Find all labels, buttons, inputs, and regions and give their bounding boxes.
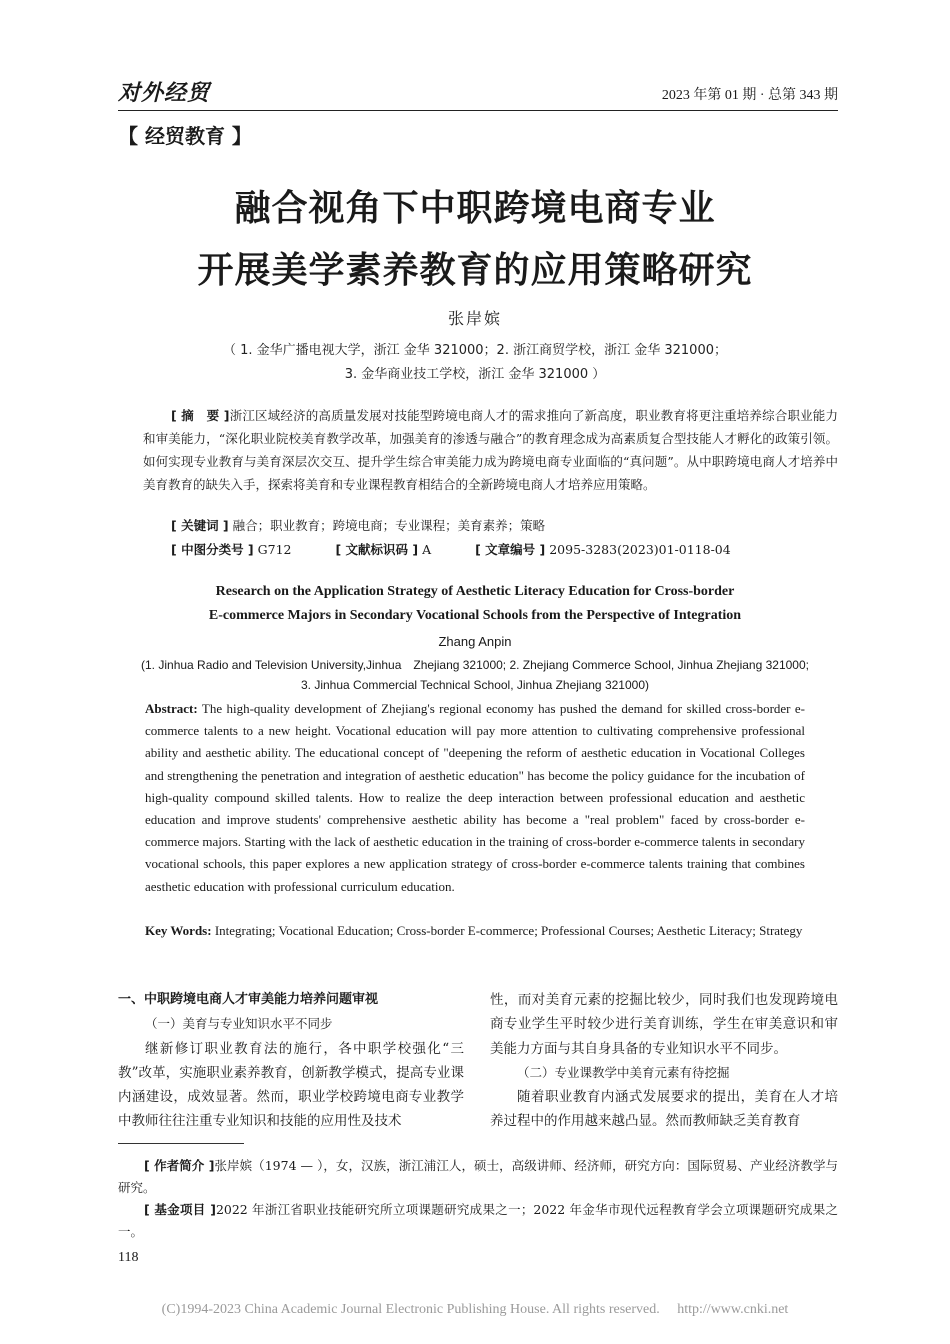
author-bio-text: 张岸嫔（1974 — ），女，汉族，浙江浦江人，硕士，高级讲师、经济师，研究方向：国际贸易、产业经济教学与研究。 xyxy=(118,1158,838,1195)
author-name: 张岸嫔 xyxy=(447,309,502,328)
en-keywords-label: Key Words: xyxy=(145,923,212,938)
footnotes xyxy=(118,1155,838,1243)
en-affiliation-line-1: (1. Jinhua Radio and Television University,Jinhua Zhejiang 321000; 2. Zhejiang Commerce School, Jinhua Zhejiang 321000; xyxy=(141,658,809,672)
body-column-right xyxy=(490,988,838,1134)
en-abstract xyxy=(145,698,805,898)
title-line-1: 融合视角下中职跨境电商专业 xyxy=(234,188,716,229)
en-title-line-1: Research on the Application Strategy of Aesthetic Literacy Education for Cross-border xyxy=(215,584,735,599)
funding-label: [ 基金项目 ] xyxy=(144,1202,216,1217)
abstract-cn-text: 浙江区域经济的高质量发展对技能型跨境电商人才的需求推向了新高度，职业教育将更注重培养综合职业能力和审美能力，“深化职业院校美育教学改革，加强美育的渗透与融合”的教育理念成为高素质复合型技能人才孵化的政策引领。如何实现专业教育与美育深层次交互、提升学生综合审美能力成为跨境电商专业面临的“真问题”。从中职跨境电商人才培养中美育教育的缺失入手，探索将美育和专业课程教育相结合的全新跨境电商人才培养应用策略。 xyxy=(143,408,838,492)
keywords-cn xyxy=(171,516,545,534)
affiliation-line-1: （ 1. 金华广播电视大学，浙江 金华 321000；2. 浙江商贸学校，浙江 金华 321000； xyxy=(223,343,727,358)
en-keywords xyxy=(145,920,805,942)
paragraph-2: 随着职业教育内涵式发展要求的提出，美育在人才培养过程中的作用越来越凸显。然而教师缺乏美育教育 xyxy=(490,1089,838,1130)
author-bio xyxy=(118,1155,838,1199)
author-bio-label: [ 作者简介 ] xyxy=(144,1158,215,1173)
doc-code-value: A xyxy=(422,542,432,557)
abstract-cn xyxy=(143,404,838,496)
keywords-cn-text: 融合；职业教育；跨境电商；专业课程；美育素养；策略 xyxy=(232,518,546,533)
affiliation-line-2: 3. 金华商业技工学校，浙江 金华 321000 ） xyxy=(344,367,606,382)
subsection-heading-1: （一）美育与专业知识水平不同步 xyxy=(145,1016,333,1032)
issue-info: 2023 年第 01 期 · 总第 343 期 xyxy=(661,88,838,103)
en-title-line-2: E-commerce Majors in Secondary Vocational Schools from the Perspective of Integration xyxy=(208,608,742,623)
funding-text: 2022 年浙江省职业技能研究所立项课题研究成果之一；2022 年金华市现代远程教育学会立项课题研究成果之一。 xyxy=(118,1202,838,1239)
clc-value: G712 xyxy=(257,542,292,557)
keywords-cn-label: [ 关键词 ] xyxy=(171,518,229,533)
page-number: 118 xyxy=(118,1250,139,1265)
journal-logo: 对外经贸 xyxy=(118,80,211,106)
copyright-watermark: (C)1994-2023 China Academic Journal Electronic Publishing House. All rights reserved. http://www.cnki.net xyxy=(161,1302,789,1317)
funding-note xyxy=(118,1199,838,1243)
title-line-2: 开展美学素养教育的应用策略研究 xyxy=(197,250,753,291)
subsection-heading-2: （二）专业课教学中美育元素有待挖掘 xyxy=(517,1064,730,1080)
paragraph-1-continued: 性，而对美育元素的挖掘比较少，同时我们也发现跨境电商专业学生平时较少进行美育训练，学生在审美意识和审美能力方面与其自身具备的专业知识水平不同步。 xyxy=(490,992,838,1057)
body-column-left xyxy=(118,988,464,1134)
en-abstract-text: The high-quality development of Zhejiang's regional economy has pushed the demand for skilled cross-border e-commerce talents to a new height. Vocational education will pay more attention to cultivating comprehensive professional ability and aesthetic ability. The educational concept of "deepening the reform of aesthetic education in Vocational Colleges and strengthening the penetration and integration of aesthetic education" has become the policy guidance for the incubation of high-quality compound skilled talents. How to realize the deep interaction between professional education and aesthetic education and improve students' comprehensive aesthetic ability has become a "real problem" faced by cross-border e-commerce majors. Starting with the lack of aesthetic education in the training of cross-border e-commerce talents in secondary vocational schools, this paper explores a new application strategy of cross-border e-commerce talents training that combines aesthetic education with professional curriculum education. xyxy=(145,701,806,894)
en-keywords-text: Integrating; Vocational Education; Cross-border E-commerce; Professional Courses; Aesthetic Literacy; Strategy xyxy=(214,923,803,938)
clc-label: [ 中图分类号 ] xyxy=(171,542,254,557)
article-no-label: [ 文章编号 ] xyxy=(475,542,546,557)
doc-code-label: [ 文献标识码 ] xyxy=(335,542,419,557)
en-abstract-label: Abstract: xyxy=(145,701,198,716)
paragraph-1: 继新修订职业教育法的施行，各中职学校强化“三教”改革，实施职业素养教育，创新教学模式，提高专业课内涵建设，成效显著。然而，职业学校跨境电商专业教学中教师往往注重专业知识和技能的应用性及技术 xyxy=(118,1040,464,1130)
section-tag: 【 经贸教育 】 xyxy=(118,124,252,148)
section-heading-1: 一、中职跨境电商人才审美能力培养问题审视 xyxy=(118,992,379,1007)
en-affiliation-line-2: 3. Jinhua Commercial Technical School, Jinhua Zhejiang 321000) xyxy=(301,678,649,692)
masthead-rule xyxy=(118,110,838,111)
article-no-value: 2095-3283(2023)01-0118-04 xyxy=(549,542,731,557)
footnote-rule xyxy=(118,1143,244,1144)
en-author: Zhang Anpin xyxy=(438,634,512,649)
classification-row xyxy=(171,540,871,558)
abstract-cn-label: [ 摘 要 ] xyxy=(171,408,230,423)
